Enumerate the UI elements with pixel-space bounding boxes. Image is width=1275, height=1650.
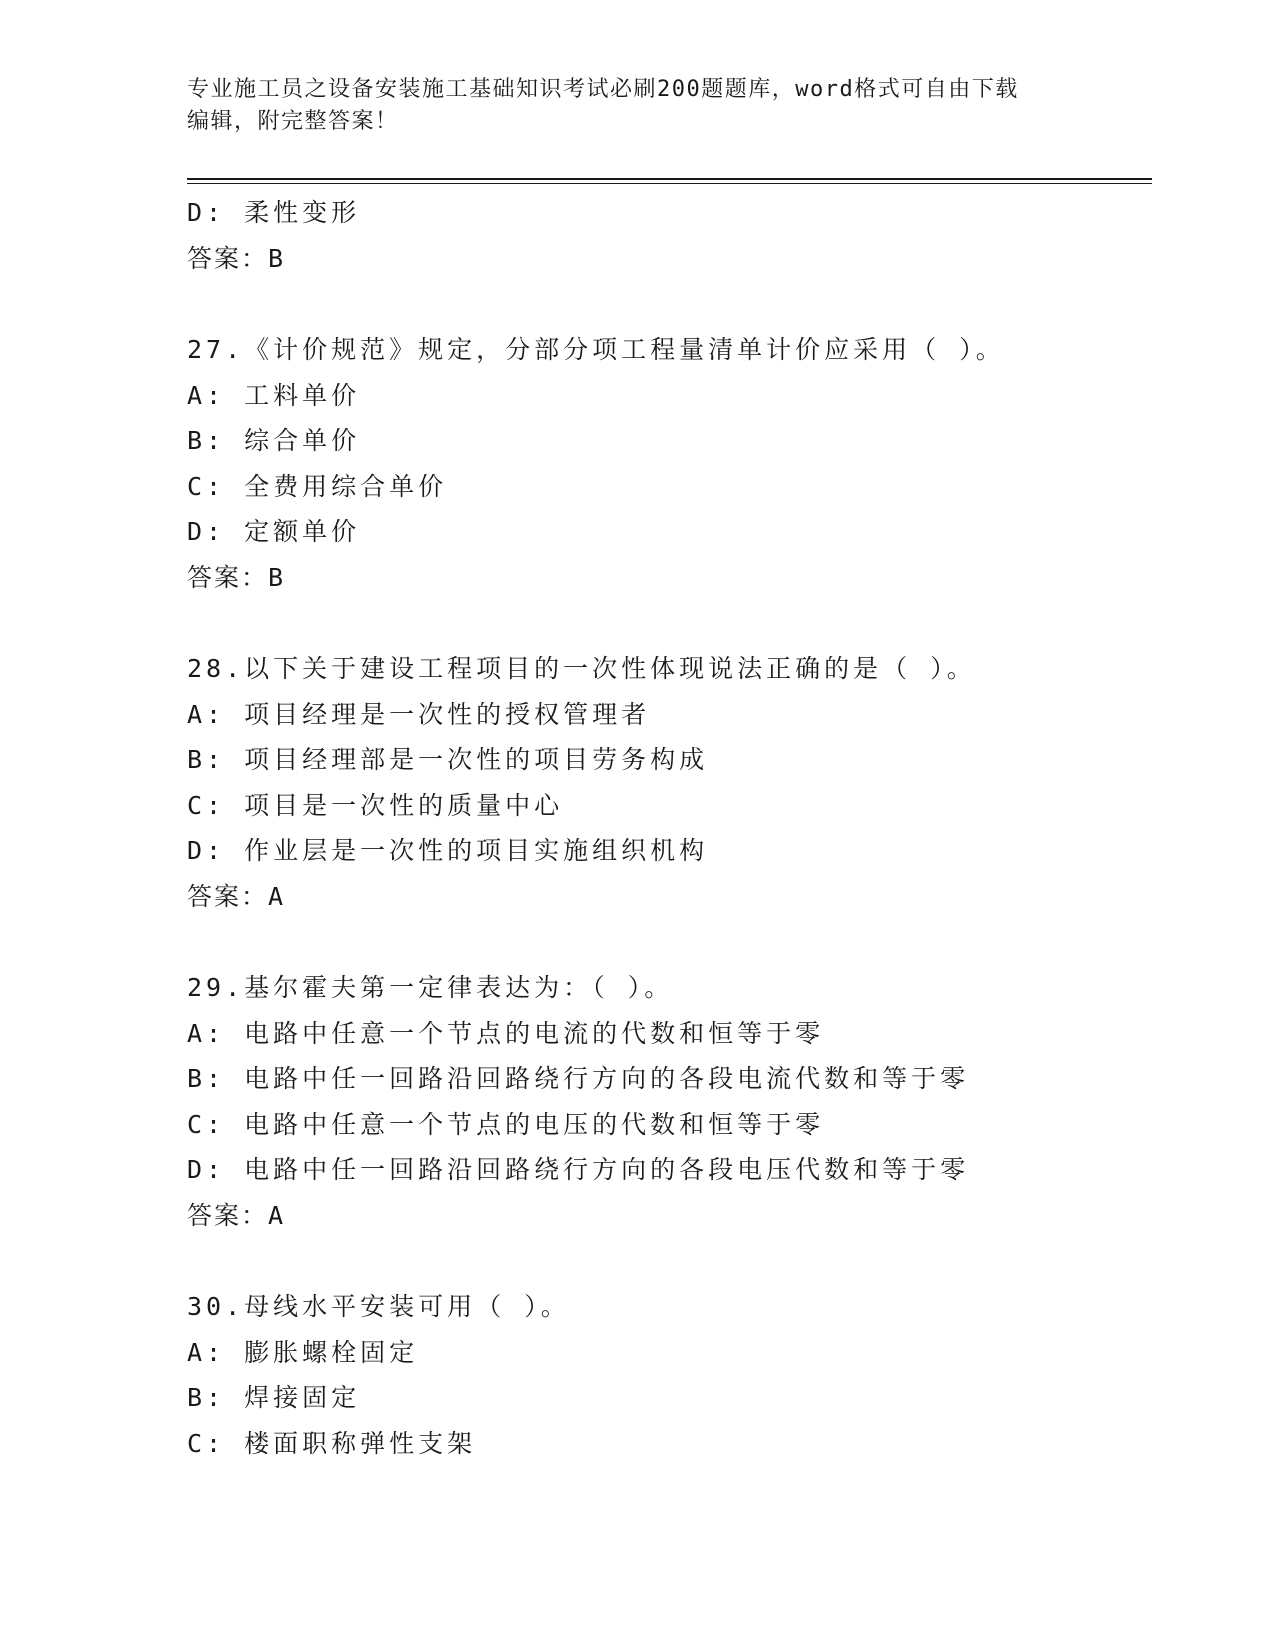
option-a: A: 工料单价 bbox=[187, 380, 361, 410]
option-c: C: 全费用综合单价 bbox=[187, 471, 448, 501]
header-divider-thick bbox=[187, 178, 1152, 180]
option-d: D: 电路中任一回路沿回路绕行方向的各段电压代数和等于零 bbox=[187, 1155, 970, 1184]
option-a: A: 膨胀螺栓固定 bbox=[187, 1337, 419, 1367]
option-c: C: 楼面职称弹性支架 bbox=[187, 1428, 477, 1458]
question-stem: 27.《计价规范》规定，分部分项工程量清单计价应采用（ ）。 bbox=[187, 335, 1005, 364]
option-b: B: 焊接固定 bbox=[187, 1383, 361, 1412]
option-a: A: 电路中任意一个节点的电流的代数和恒等于零 bbox=[187, 1018, 825, 1048]
option-d: D: 定额单价 bbox=[187, 517, 361, 546]
option-c: C: 项目是一次性的质量中心 bbox=[187, 790, 564, 820]
question-28 bbox=[187, 646, 1152, 919]
question-30 bbox=[187, 1284, 1152, 1466]
option-d: D: 作业层是一次性的项目实施组织机构 bbox=[187, 836, 709, 865]
answer-line: 答案：A bbox=[187, 881, 286, 911]
question-stem: 30.母线水平安装可用（ ）。 bbox=[187, 1292, 570, 1321]
option-b: B: 综合单价 bbox=[187, 426, 361, 455]
option-a: A: 项目经理是一次性的授权管理者 bbox=[187, 699, 651, 729]
header-line-1: 专业施工员之设备安装施工基础知识考试必刷200题题库，word格式可自由下载 bbox=[187, 77, 1019, 102]
previous-question-tail bbox=[187, 190, 1152, 281]
header-divider-thin bbox=[187, 183, 1152, 184]
option-d: D: 柔性变形 bbox=[187, 198, 361, 227]
answer-line: 答案：A bbox=[187, 1200, 286, 1230]
document-header bbox=[187, 74, 1087, 138]
question-stem: 28.以下关于建设工程项目的一次性体现说法正确的是（ ）。 bbox=[187, 654, 976, 683]
option-c: C: 电路中任意一个节点的电压的代数和恒等于零 bbox=[187, 1109, 825, 1139]
question-29 bbox=[187, 965, 1152, 1238]
header-line-2: 编辑，附完整答案！ bbox=[187, 109, 399, 134]
option-b: B: 项目经理部是一次性的项目劳务构成 bbox=[187, 745, 709, 774]
question-stem: 29.基尔霍夫第一定律表达为：（ ）。 bbox=[187, 973, 674, 1002]
question-27 bbox=[187, 327, 1152, 600]
answer-line: 答案：B bbox=[187, 562, 286, 592]
option-b: B: 电路中任一回路沿回路绕行方向的各段电流代数和等于零 bbox=[187, 1064, 970, 1093]
question-content bbox=[187, 190, 1152, 1466]
answer-line: 答案：B bbox=[187, 243, 286, 273]
